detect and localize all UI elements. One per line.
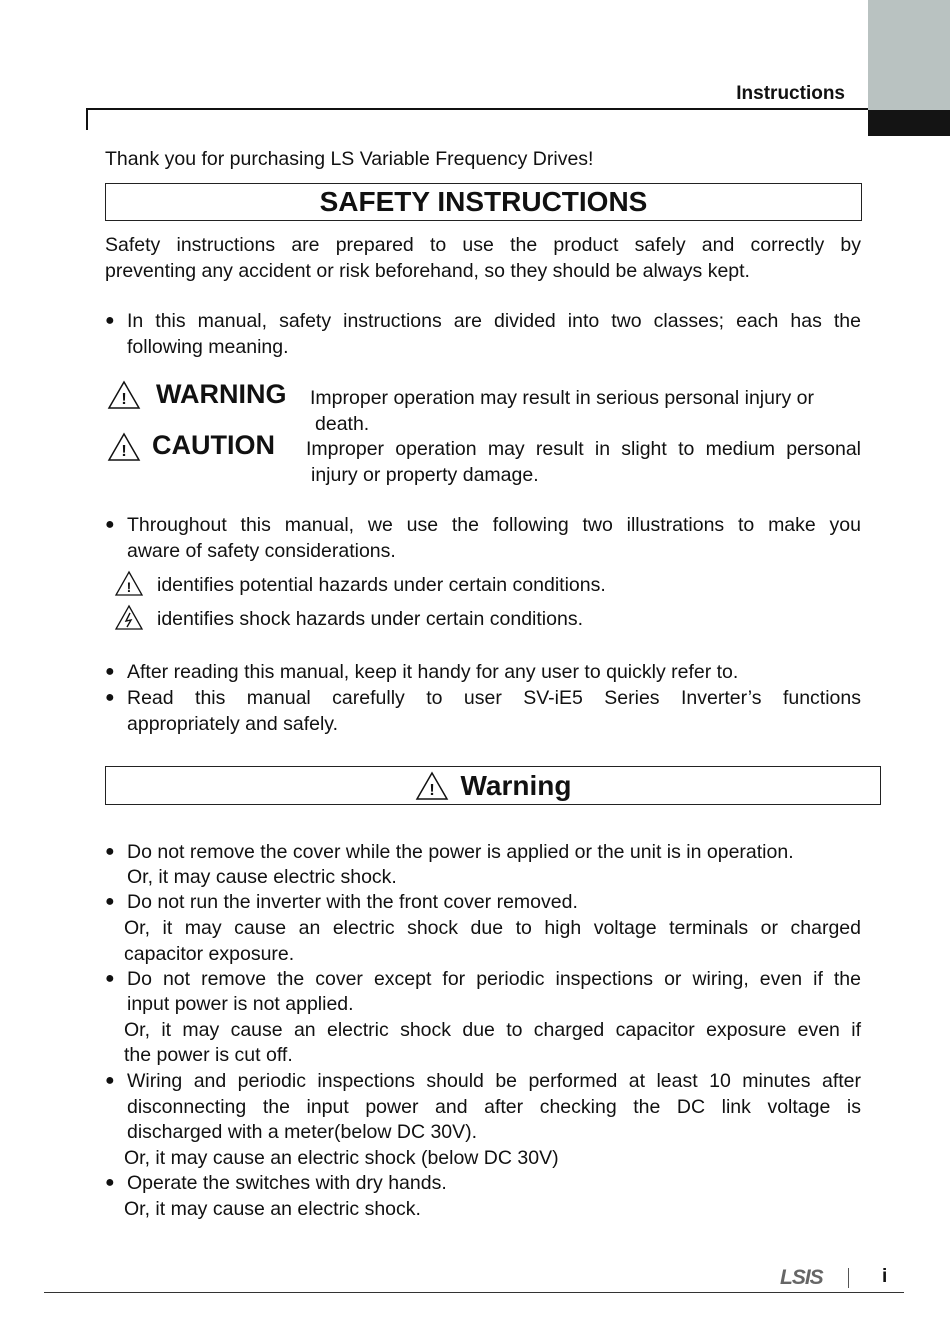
shock-triangle-icon [114, 604, 144, 631]
w2-line1: Do not run the inverter with the front cover removed. [127, 891, 578, 913]
warning-triangle-icon [107, 380, 141, 410]
safety-instructions-box [105, 183, 862, 221]
warning-desc-line2: death. [315, 413, 370, 435]
bullet-dot-icon: ● [105, 312, 115, 329]
footer-rule [44, 1292, 904, 1293]
bullet-1-line2: following meaning. [127, 336, 289, 358]
caution-label: CAUTION [152, 430, 275, 460]
w4-line2: disconnecting the input power and after checking the DC link voltage is [127, 1096, 861, 1118]
safety-para-line1: Safety instructions are prepared to use the product safely and correctly by [105, 234, 861, 256]
w5-line1: Operate the switches with dry hands. [127, 1172, 447, 1194]
w1-line1: Do not remove the cover while the power is applied or the unit is in operation. [127, 841, 794, 863]
bullet-dot-icon: ● [105, 516, 115, 533]
w4-line1: Wiring and periodic inspections should be performed at least 10 minutes after [127, 1070, 861, 1092]
intro-text: Thank you for purchasing LS Variable Frequency Drives! [105, 148, 594, 170]
svg-text:!: ! [428, 781, 435, 799]
bullet-3-text: After reading this manual, keep it handy for any user to quickly refer to. [127, 661, 739, 683]
bullet-dot-icon: ● [105, 893, 115, 910]
corner-tab-gray [868, 0, 950, 110]
caution-desc-line1: Improper operation may result in slight to medium personal [306, 438, 861, 460]
svg-text:!: ! [121, 443, 127, 460]
w4-line4: Or, it may cause an electric shock (below DC 30V) [124, 1147, 559, 1169]
footer-separator [848, 1268, 849, 1288]
bullet-dot-icon: ● [105, 689, 115, 706]
w2-line3: capacitor exposure. [124, 943, 295, 965]
bullet-dot-icon: ● [105, 970, 115, 987]
bullet-dot-icon: ● [105, 1072, 115, 1089]
warning-box-title: Warning [460, 769, 572, 801]
icon-shock-text: identifies shock hazards under certain conditions. [157, 608, 583, 630]
warning-desc-line1: Improper operation may result in serious personal injury or [310, 387, 814, 409]
bullet-dot-icon: ● [105, 663, 115, 680]
w3-line1: Do not remove the cover except for periodic inspections or wiring, even if the [127, 968, 861, 990]
bullet-4-line2: appropriately and safely. [127, 713, 339, 735]
w3-line3: Or, it may cause an electric shock due to charged capacitor exposure even if [124, 1019, 861, 1041]
bullet-2-line2: aware of safety considerations. [127, 540, 396, 562]
icon-potential-text: identifies potential hazards under certain conditions. [157, 574, 606, 596]
warning-triangle-icon [114, 570, 144, 597]
svg-text:!: ! [126, 579, 132, 595]
caution-desc-line2: injury or property damage. [311, 464, 539, 486]
warning-triangle-icon [415, 771, 449, 801]
bullet-4-line1: Read this manual carefully to user SV-iE5 Series Inverter’s functions [127, 687, 861, 709]
page-number: i [882, 1266, 888, 1287]
w3-line4: the power is cut off. [124, 1044, 293, 1066]
w5-line2: Or, it may cause an electric shock. [124, 1198, 421, 1220]
warning-box [105, 766, 881, 805]
w3-line2: input power is not applied. [127, 993, 354, 1015]
safety-para-line2: preventing any accident or risk beforehand, so they should be always kept. [105, 260, 750, 282]
safety-instructions-title: SAFETY INSTRUCTIONS [319, 186, 648, 217]
w4-line3: discharged with a meter(below DC 30V). [127, 1121, 478, 1143]
caution-triangle-icon [107, 432, 141, 462]
warning-label: WARNING [156, 379, 287, 409]
w1-line2: Or, it may cause electric shock. [127, 866, 397, 888]
corner-tab-black [868, 110, 950, 136]
bullet-dot-icon: ● [105, 1174, 115, 1191]
section-title: Instructions [736, 83, 845, 104]
bullet-dot-icon: ● [105, 843, 115, 860]
bullet-1-line1: In this manual, safety instructions are divided into two classes; each has the [127, 310, 861, 332]
header-rule-tick [86, 108, 88, 130]
ls-logo: LSIS [780, 1266, 823, 1289]
w2-line2: Or, it may cause an electric shock due to high voltage terminals or charged [124, 917, 861, 939]
svg-text:!: ! [121, 391, 127, 408]
header-rule [86, 108, 868, 110]
bullet-2-line1: Throughout this manual, we use the following two illustrations to make you [127, 514, 861, 536]
